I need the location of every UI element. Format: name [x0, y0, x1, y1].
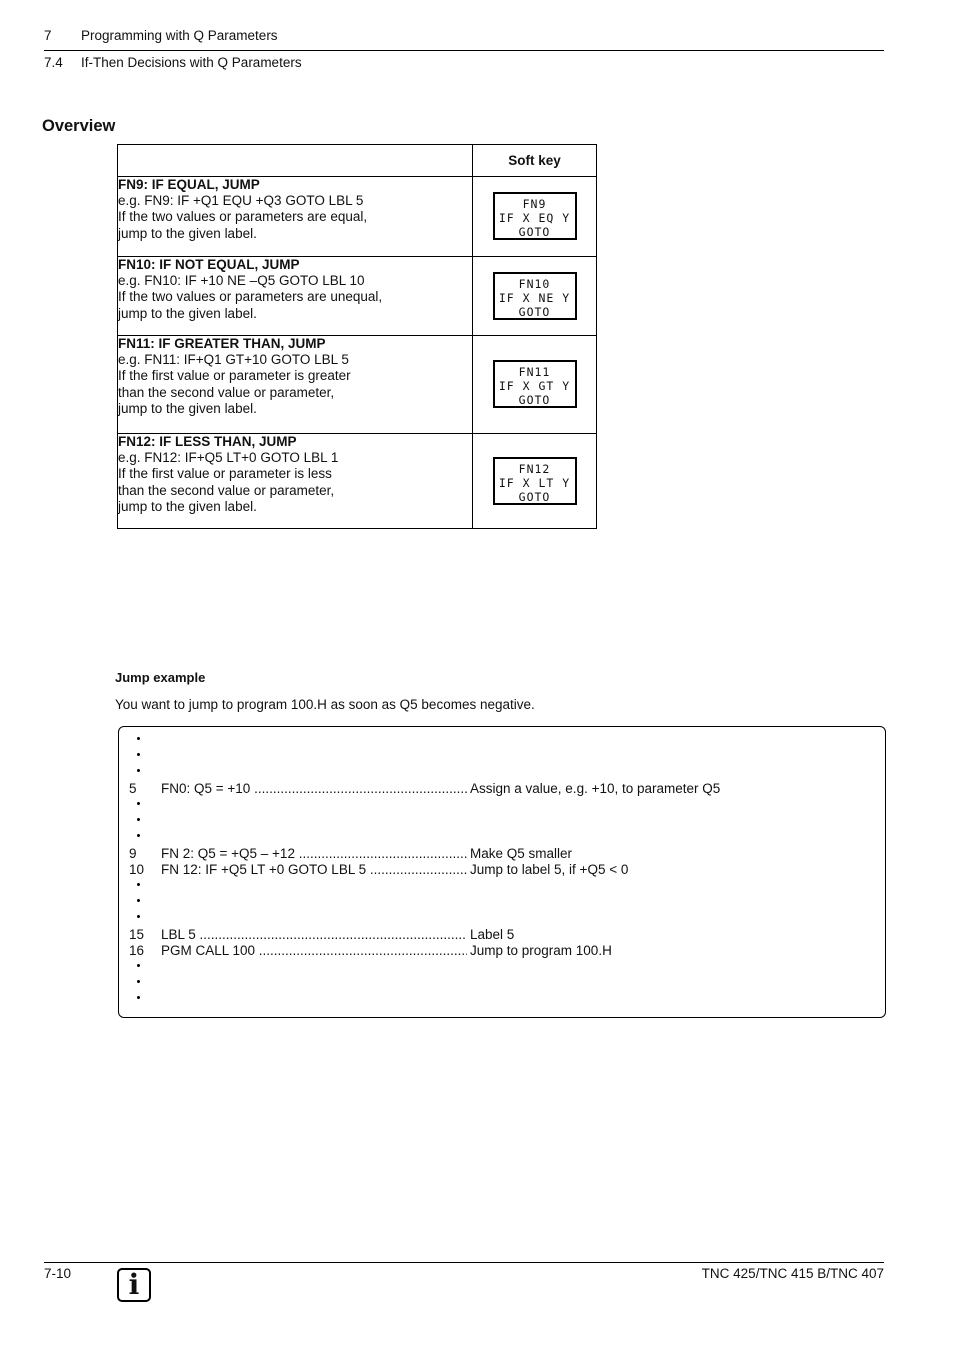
- softkey-column-header: Soft key: [473, 145, 597, 177]
- ellipsis-dot: [137, 899, 140, 902]
- program-code: PGM CALL 100 .....: [161, 943, 467, 958]
- ellipsis-dot: [137, 980, 140, 983]
- product-name: TNC 425/TNC 415 B/TNC 407: [701, 1266, 884, 1281]
- overview-table-header: [118, 145, 597, 177]
- fn9-line: e.g. FN9: IF +Q1 EQU +Q3 GOTO LBL 5: [118, 193, 364, 209]
- program-code: LBL 5 .....: [161, 927, 467, 942]
- fn10-softkey-cell: [473, 257, 597, 336]
- fn9-line: jump to the given label.: [118, 225, 257, 241]
- softkey-label: FN12: [518, 461, 551, 476]
- softkey-label: IF X GT Y: [498, 379, 571, 393]
- fn12-line: e.g. FN12: IF+Q5 LT+0 GOTO LBL 1: [118, 450, 339, 466]
- fn9-description: [118, 177, 473, 257]
- fn10-line: If the two values or parameters are unequal,: [118, 289, 383, 305]
- section-title: If-Then Decisions with Q Parameters: [81, 55, 302, 70]
- fn11-softkey[interactable]: [493, 360, 577, 408]
- fn10-line: e.g. FN10: IF +10 NE –Q5 GOTO LBL 10: [118, 273, 365, 289]
- program-comment: Jump to program 100.H: [470, 943, 612, 958]
- description-header-cell: [118, 145, 473, 177]
- ellipsis-dot: [137, 996, 140, 999]
- line-number: 10: [129, 862, 145, 877]
- fn11-line: e.g. FN11: IF+Q1 GT+10 GOTO LBL 5: [118, 352, 349, 368]
- fn11-description: [118, 336, 473, 434]
- program-comment: Assign a value, e.g. +10, to parameter Q5: [470, 781, 721, 796]
- fn9-title: FN9: IF EQUAL, JUMP: [118, 177, 260, 192]
- overview-heading: Overview: [42, 117, 116, 135]
- fn11-line: than the second value or parameter,: [118, 384, 335, 400]
- program-comment: Label 5: [470, 927, 515, 942]
- softkey-label: FN11: [518, 365, 551, 379]
- table-row-fn10: [118, 257, 597, 336]
- table-row-fn9: [118, 177, 597, 257]
- fn10-description: [118, 257, 473, 336]
- ellipsis-dot: [137, 737, 140, 740]
- section-number: 7.4: [44, 55, 63, 70]
- softkey-label: FN10: [518, 276, 551, 291]
- softkey-label: IF X EQ Y: [498, 211, 571, 225]
- table-row-fn12: [118, 434, 597, 529]
- fn9-line: If the two values or parameters are equal,: [118, 209, 368, 225]
- ellipsis-dot: [137, 769, 140, 772]
- softkey-label: GOTO: [518, 489, 551, 504]
- fn11-line: jump to the given label.: [118, 400, 257, 416]
- ellipsis-dot: [137, 834, 140, 837]
- line-number: 5: [129, 781, 137, 796]
- fn12-softkey-cell: [473, 434, 597, 529]
- ellipsis-dot: [137, 753, 140, 756]
- overview-table: [117, 144, 597, 529]
- fn10-title: FN10: IF NOT EQUAL, JUMP: [118, 257, 300, 272]
- program-code: FN 2: Q5 = +Q5 – +12 .....: [161, 846, 467, 861]
- fn12-softkey[interactable]: [493, 457, 577, 505]
- fn12-line: If the first value or parameter is less: [118, 466, 332, 482]
- table-row-fn11: [118, 336, 597, 434]
- line-number: 16: [129, 943, 145, 958]
- fn12-title: FN12: IF LESS THAN, JUMP: [118, 434, 297, 449]
- chapter-title: Programming with Q Parameters: [81, 28, 278, 43]
- footer-rule: [44, 1262, 884, 1263]
- softkey-label: FN9: [522, 197, 547, 211]
- line-number: 9: [129, 846, 137, 861]
- fn12-description: [118, 434, 473, 529]
- info-icon: i: [117, 1268, 151, 1302]
- fn10-line: jump to the given label.: [118, 305, 257, 321]
- softkey-label: IF X NE Y: [498, 290, 571, 305]
- ellipsis-dot: [137, 964, 140, 967]
- fn9-softkey[interactable]: [493, 192, 577, 240]
- page-number: 7-10: [44, 1266, 72, 1281]
- softkey-label: IF X LT Y: [498, 475, 571, 490]
- softkey-label: GOTO: [518, 225, 551, 239]
- program-code: FN0: Q5 = +10 .....: [161, 781, 467, 796]
- program-comment: Jump to label 5, if +Q5 < 0: [470, 862, 629, 877]
- fn10-softkey[interactable]: [493, 272, 577, 320]
- program-code: FN 12: IF +Q5 LT +0 GOTO LBL 5 .....: [161, 862, 467, 877]
- program-comment: Make Q5 smaller: [470, 846, 573, 861]
- fn9-softkey-cell: [473, 177, 597, 257]
- jump-example-intro: You want to jump to program 100.H as soon as Q5 becomes negative.: [115, 697, 535, 712]
- fn11-line: If the first value or parameter is greater: [118, 368, 351, 384]
- fn11-title: FN11: IF GREATER THAN, JUMP: [118, 336, 326, 351]
- softkey-label: GOTO: [518, 393, 551, 407]
- header-rule: [44, 50, 884, 51]
- fn11-softkey-cell: [473, 336, 597, 434]
- jump-example-heading: Jump example: [115, 670, 206, 685]
- line-number: 15: [129, 927, 145, 942]
- softkey-label: GOTO: [518, 304, 551, 319]
- ellipsis-dot: [137, 883, 140, 886]
- chapter-number: 7: [44, 28, 52, 43]
- ellipsis-dot: [137, 802, 140, 805]
- fn12-line: jump to the given label.: [118, 498, 257, 514]
- ellipsis-dot: [137, 818, 140, 821]
- ellipsis-dot: [137, 915, 140, 918]
- fn12-line: than the second value or parameter,: [118, 482, 335, 498]
